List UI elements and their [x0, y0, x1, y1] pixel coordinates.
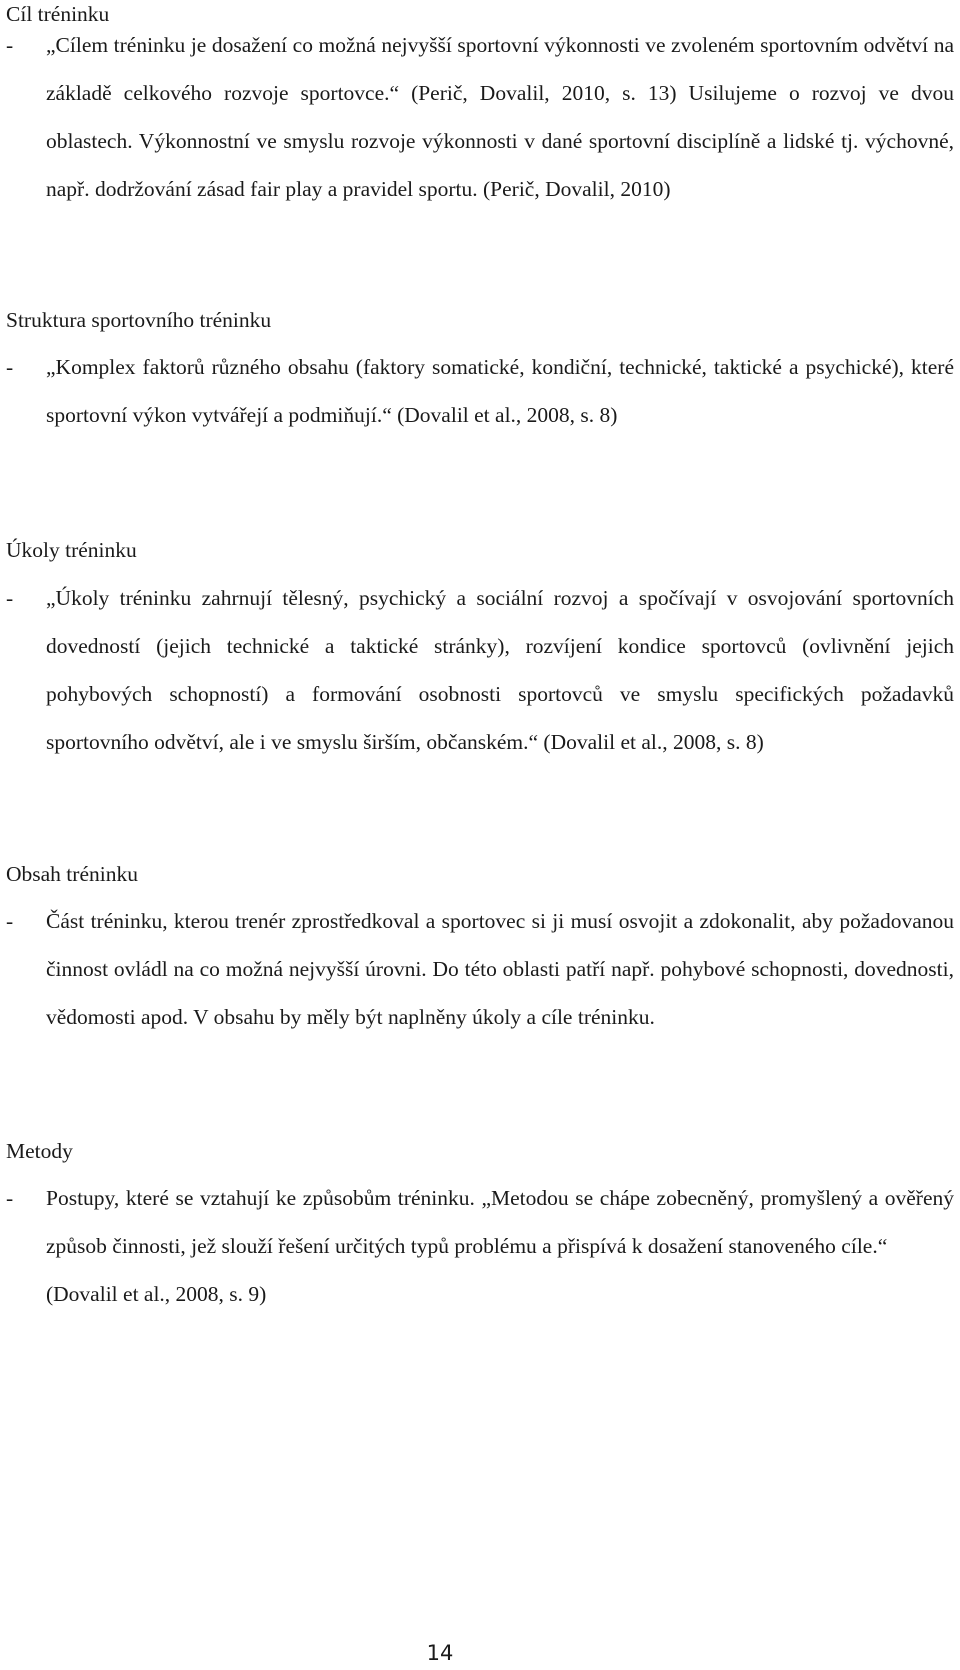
list-item-cil-treninku — [6, 21, 954, 213]
paragraph-cil-treninku: „Cílem tréninku je dosažení co možná nejvyšší sportovní výkonnosti ve zvoleném sportovním odvětví na základě celkového rozvoje sportovce.“ (Perič, Dovalil, 2010, s. 13) Usilujeme o rozvoj ve dvou oblastech. Výkonnostní ve smyslu rozvoje výkonnosti v dané sportovní disciplíně a lidské tj. výchovné, např. dodržování zásad fair play a pravidel sportu. (Perič, Dovalil, 2010) — [46, 33, 954, 201]
paragraph-metody: Postupy, které se vztahují ke způsobům tréninku. „Metodou se chápe zobecněný, promyšlený a ověřený způsob činnosti, jež slouží řešení určitých typů problému a přispívá k dosažení stanoveného cíle.“ — [46, 1186, 954, 1258]
page-number: 14 — [426, 1641, 454, 1665]
section-heading-metody: Metody — [6, 1139, 73, 1163]
bullet-dash: - — [6, 355, 14, 379]
paragraph-struktura-treninku: „Komplex faktorů různého obsahu (faktory somatické, kondiční, technické, taktické a psychické), které sportovní výkon vytvářejí a podmiňují.“ (Dovalil et al., 2008, s. 8) — [46, 355, 954, 427]
list-item-metody — [6, 1174, 954, 1318]
section-heading-ukoly-treninku: Úkoly tréninku — [6, 538, 137, 562]
bullet-dash: - — [6, 586, 14, 610]
section-heading-cil-treninku: Cíl tréninku — [6, 2, 110, 26]
bullet-dash: - — [6, 909, 14, 933]
paragraph-ukoly-treninku: „Úkoly tréninku zahrnují tělesný, psychický a sociální rozvoj a spočívají v osvojování sportovních dovedností (jejich technické a taktické stránky), rozvíjení kondice sportovců (ovlivnění jejich pohybových schopností) a formování osobnosti sportovců ve smyslu specifických požadavků sportovního odvětví, ale i ve smyslu širším, občanském.“ (Dovalil et al., 2008, s. 8) — [46, 586, 954, 754]
section-heading-struktura-treninku: Struktura sportovního tréninku — [6, 308, 272, 332]
list-item-struktura-treninku — [6, 343, 954, 439]
bullet-dash: - — [6, 1186, 14, 1210]
list-item-obsah-treninku — [6, 897, 954, 1041]
section-heading-obsah-treninku: Obsah tréninku — [6, 862, 138, 886]
paragraph-obsah-treninku: Část tréninku, kterou trenér zprostředkoval a sportovec si ji musí osvojit a zdokonalit, aby požadovanou činnost ovládl na co možná nejvyšší úrovni. Do této oblasti patří např. pohybové schopnosti, dovednosti, vědomosti apod. V obsahu by měly být naplněny úkoly a cíle tréninku. — [46, 909, 954, 1029]
bullet-dash: - — [6, 33, 14, 57]
citation-metody: (Dovalil et al., 2008, s. 9) — [46, 1282, 267, 1306]
list-item-ukoly-treninku — [6, 574, 954, 766]
